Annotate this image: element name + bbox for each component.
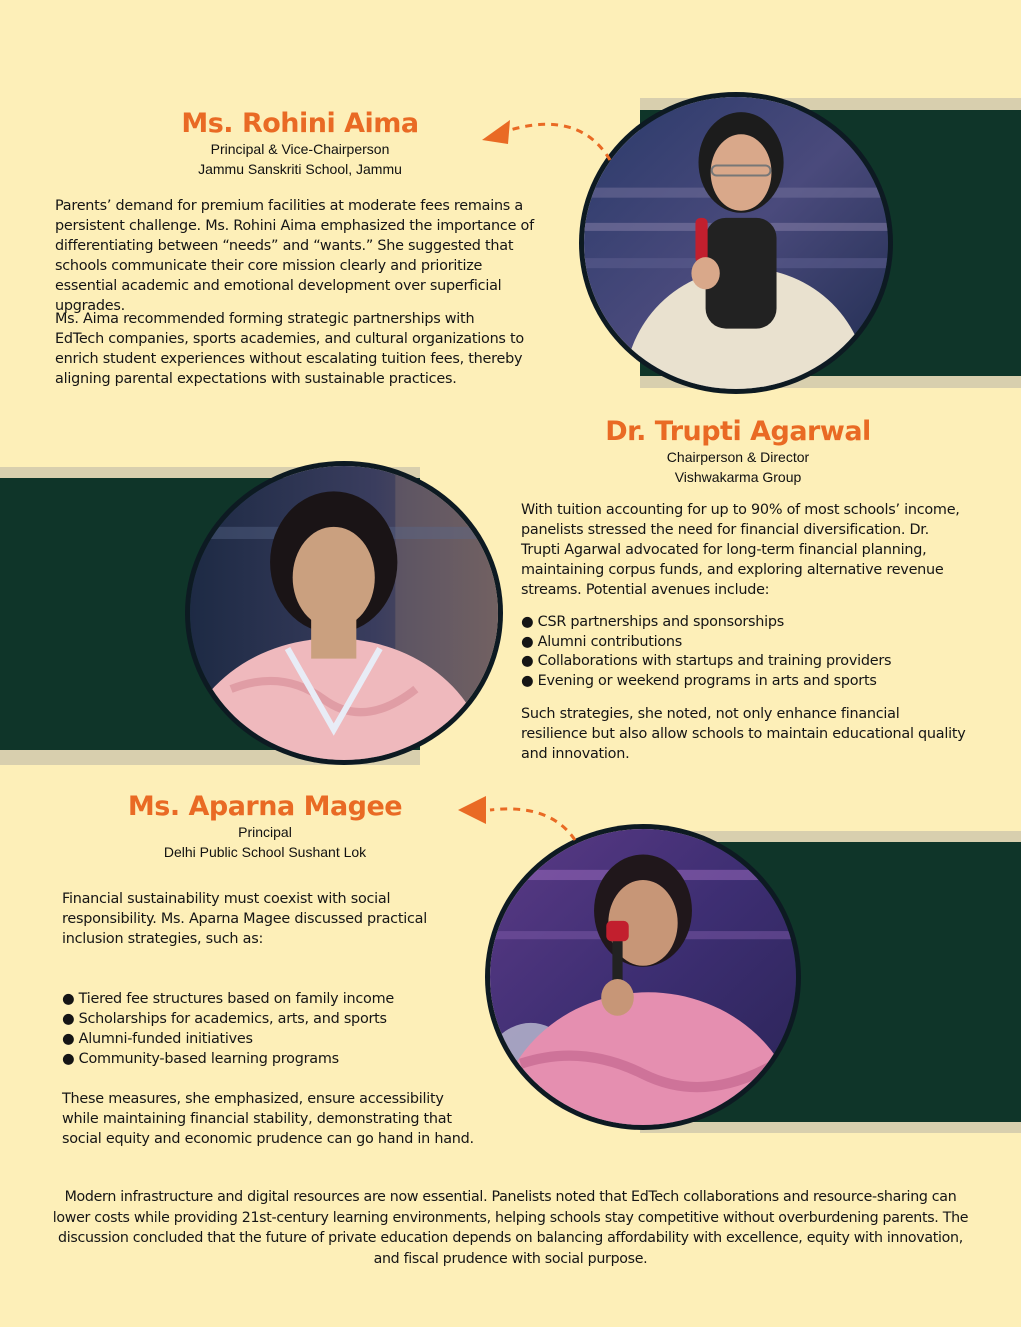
speaker-3-photo — [490, 829, 796, 1125]
speaker-2-photo — [190, 466, 498, 760]
list-item: ● Tiered fee structures based on family income — [62, 989, 472, 1009]
speaker-1-role: Principal & Vice-Chairperson — [210, 141, 390, 157]
speaker-1-org: Jammu Sanskriti School, Jammu — [198, 161, 402, 177]
speaker-3-name: Ms. Aparna Magee — [127, 791, 403, 822]
speaker-3-outro: These measures, she emphasized, ensure accessibility while maintaining financial stability, demonstrating that social equity and economic prudence can go hand in hand. — [62, 1091, 474, 1147]
speaker-3-role: Principal — [238, 824, 292, 840]
speaker-3-bullet-list — [62, 989, 472, 1069]
speaker-1-paragraph-2: Ms. Aima recommended forming strategic partnerships with EdTech companies, sports academies, and cultural organizations to enrich student experiences without escalating tuition fees, thereby aligning parental expectations with sustainable practices. — [55, 311, 524, 387]
list-item: ● Alumni contributions — [521, 633, 966, 653]
list-item: ● Alumni-funded initiatives — [62, 1029, 472, 1049]
arrow-1-icon — [470, 110, 620, 165]
speaker-2-role: Chairperson & Director — [666, 449, 810, 465]
speaker-3-intro: Financial sustainability must coexist with social responsibility. Ms. Aparna Magee discussed practical inclusion strategies, such as: — [62, 891, 427, 947]
speaker-1-name: Ms. Rohini Aima — [181, 108, 419, 139]
speaker-2-intro: With tuition accounting for up to 90% of most schools’ income, panelists stressed the need for financial diversification. Dr. Trupti Agarwal advocated for long-term financial planning, maintaining corpus funds, and exploring alternative revenue streams. Potential avenues include: — [521, 502, 960, 598]
arrow-3-icon — [450, 788, 590, 843]
speaker-3-org: Delhi Public School Sushant Lok — [163, 844, 367, 860]
speaker-2-org: Vishwakarma Group — [674, 469, 802, 485]
list-item: ● Evening or weekend programs in arts and sports — [521, 672, 966, 692]
list-item: ● Collaborations with startups and training providers — [521, 652, 966, 672]
list-item: ● CSR partnerships and sponsorships — [521, 613, 966, 633]
speaker-2-bullet-list — [521, 613, 966, 691]
closing-paragraph: Modern infrastructure and digital resources are now essential. Panelists noted that EdTech collaborations and resource-sharing can lower costs while providing 21st-century learning environments, helping schools stay competitive without overburdening parents. The discussion concluded that the future of private education depends on balancing affordability with excellence, equity with innovation, and fiscal prudence with social purpose. — [52, 1189, 969, 1267]
speaker-2-outro: Such strategies, she noted, not only enhance financial resilience but also allow schools to maintain educational quality and innovation. — [521, 706, 966, 762]
speaker-1-photo — [584, 97, 888, 389]
list-item: ● Community-based learning programs — [62, 1049, 472, 1069]
list-item: ● Scholarships for academics, arts, and sports — [62, 1009, 472, 1029]
speaker-1-paragraph-1: Parents’ demand for premium facilities at moderate fees remains a persistent challenge. Ms. Rohini Aima emphasized the importance of differentiating between “needs” and “wants.” She suggested that schools communicate their core mission clearly and prioritize essential academic and emotional development over superficial upgrades. — [55, 198, 534, 314]
speaker-2-name: Dr. Trupti Agarwal — [605, 416, 871, 447]
